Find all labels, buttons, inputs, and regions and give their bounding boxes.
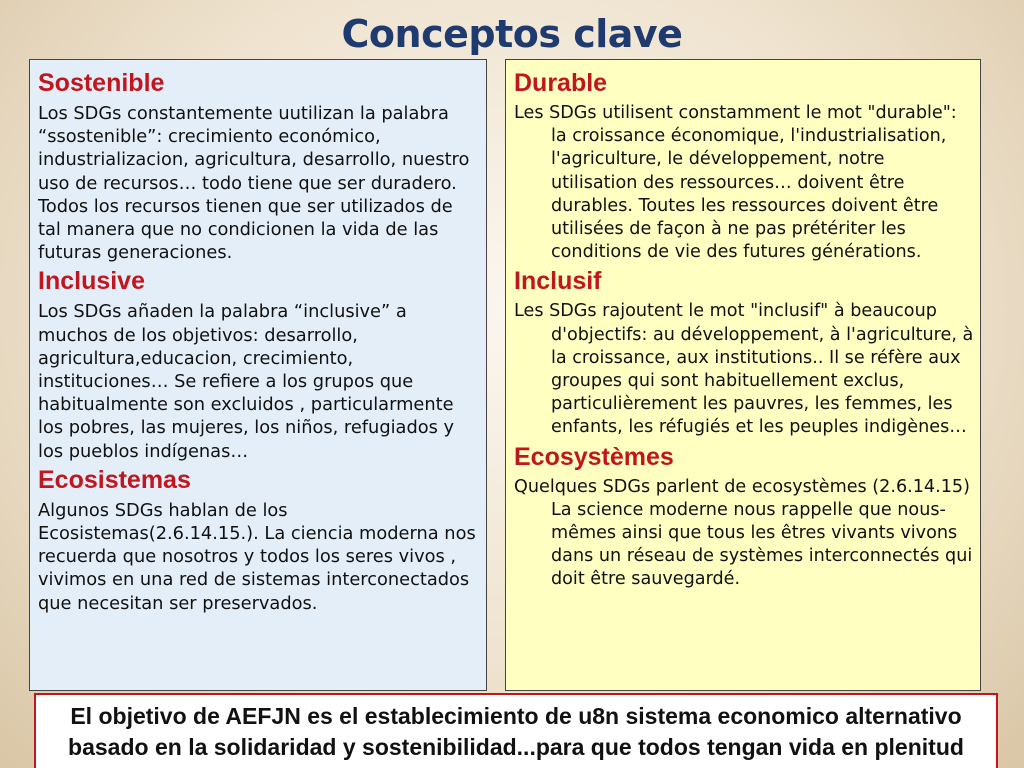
section-heading: Inclusive [38, 267, 145, 296]
section-body: Quelques SDGs parlent de ecosystèmes (2.6.14.15) La science moderne nous rappelle que nous-mêmes ainsi que tous les êtres vivants vivons dans un réseau de systèmes interconnectés qui doit être sauvegardé. [514, 476, 973, 590]
section-ecosistemas [38, 465, 480, 615]
section-ecosystemes [514, 442, 974, 592]
section-inclusive [38, 266, 480, 462]
french-concepts-panel [505, 59, 981, 691]
section-durable [514, 68, 974, 264]
section-body: Les SDGs rajoutent le mot "inclusif" à beaucoup d'objectifs: au développement, à l'agriculture, à la croissance, aux institutions.. Il se réfère aux groupes qui sont habituellement exclus, particulièrement les pauvres, les femmes, les enfants, les réfugiés et les peuples indigènes… [514, 301, 974, 438]
section-heading: Ecosystèmes [514, 442, 674, 471]
spanish-concepts-panel [29, 59, 487, 691]
section-body: Algunos SDGs hablan de los Ecosistemas(2.6.14.15.). La ciencia moderna nos recuerda que nosotros y todos los seres vivos , vivimos en una red de sistemas interconectados que necesitan ser preservados. [38, 499, 476, 614]
section-sostenible [38, 68, 480, 264]
section-body: Los SDGs constantemente uutilizan la palabra “ssostenible”: crecimiento económico, industrializacion, agricultura, desarrollo, nuestro uso de recursos… todo tiene que ser duradero. Todos los recursos tienen que ser utilizados de tal manera que no condicionen la vida de las futuras generaciones. [38, 103, 470, 264]
slide-title: Conceptos clave [341, 12, 683, 56]
section-inclusif [514, 266, 974, 439]
section-heading: Durable [514, 69, 608, 97]
section-heading: Ecosistemas [38, 465, 191, 494]
section-heading: Sostenible [38, 69, 165, 97]
section-heading: Inclusif [514, 267, 602, 296]
objective-box [34, 693, 998, 768]
section-body: Les SDGs utilisent constamment le mot "durable": la croissance économique, l'industrialisation, l'agriculture, le développement, notre utilisation des ressources… doivent être durables. Toutes les ressources doivent être utilisées de façon à ne pas prétériter les conditions de vie des futures générations. [514, 103, 957, 263]
objective-text: El objetivo de AEFJN es el establecimiento de u8n sistema economico alternativo basado en la solidaridad y sostenibilidad...para que todos tengan vida en plenitud [68, 703, 964, 760]
section-body: Los SDGs añaden la palabra “inclusive” a muchos de los objetivos: desarrollo, agricultura,educacion, crecimiento, instituciones… Se refiere a los grupos que habitualmente son excluidos , particularmente los pobres, las mujeres, los niños, refugiados y los pueblos indígenas… [38, 301, 455, 462]
